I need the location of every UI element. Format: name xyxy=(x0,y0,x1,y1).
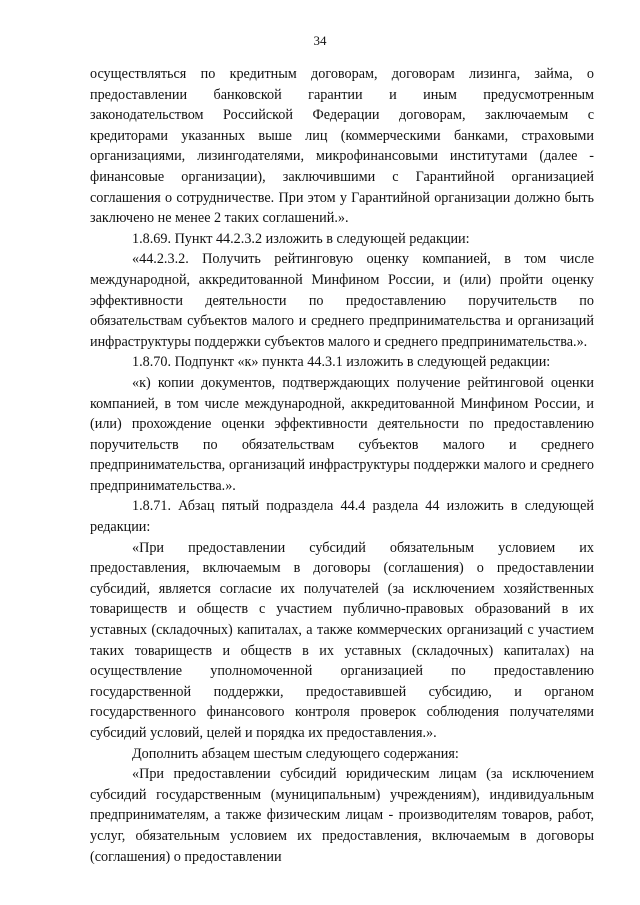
paragraph-1-8-70: 1.8.70. Подпункт «к» пункта 44.3.1 изложить в следующей редакции: xyxy=(132,354,551,371)
paragraph-legal-entities-subsidies: «При предоставлении субсидий юридическим лицам (за исключением субсидий государственным (муниципальным) учреждениям), индивидуальным предпринимателям, а также физическим лицам - производителям товаров, работ, услуг, обязательным условием их предоставления, включаемым в договоры (соглашения) о предоставлении xyxy=(90,766,594,865)
page-number: 34 xyxy=(313,33,327,48)
paragraph-subitem-k: «к) копии документов, подтверждающих получение рейтинговой оценки компанией, в том числе международной, аккредитованной Минфином России, и (или) прохождение оценки эффективности деятельности по предоставлению поручительств по обязательствам субъектов малого и среднего предпринимательства, организаций инфраструктуры поддержки малого и среднего предпринимательства.». xyxy=(90,374,594,494)
paragraph-subsidy-condition: «При предоставлении субсидий обязательным условием их предоставления, включаемым в договоры (соглашения) о предоставлении субсидий, является согласие их получателей (за исключением хозяйственных товариществ и обществ с участием публично-правовых образований в их уставных (складочных) капиталах, а также коммерческих организаций с участием таких товариществ и обществ в их уставных (складочных) капиталах) на осуществление уполномоченной организацией по предоставлению государственной поддержки, предоставившей субсидию, и органом государственного финансового контроля проверок соблюдения получателями субсидий условий, целей и порядка их предоставления.». xyxy=(90,539,594,741)
document-body xyxy=(90,64,594,867)
paragraph-1-8-69: 1.8.69. Пункт 44.2.3.2 изложить в следующей редакции: xyxy=(132,230,470,247)
paragraph-44-2-3-2: «44.2.3.2. Получить рейтинговую оценку компанией, в том числе международной, аккредитованной Минфином России, и (или) пройти оценку эффективности деятельности по предоставлению поручительств по обязательствам субъектов малого и среднего предпринимательства и организаций инфраструктуры поддержки субъектов малого и среднего предпринимательства.». xyxy=(90,251,594,350)
paragraph-1-8-71: 1.8.71. Абзац пятый подраздела 44.4 раздела 44 изложить в следующей редакции: xyxy=(90,498,594,536)
paragraph-loan-agreements: осуществляться по кредитным договорам, договорам лизинга, займа, о предоставлении банковской гарантии и иным предусмотренным законодательством Российской Федерации договорам, заключаемым с кредиторами указанных выше лиц (коммерческими банками, страховыми организациями, лизингодателями, микрофинансовыми институтами (далее - финансовые организации), заключившими с Гарантийной организацией соглашения о сотрудничестве. При этом у Гарантийной организации должно быть заключено не менее 2 таких соглашений.». xyxy=(90,66,594,227)
paragraph-add-sixth-abzac: Дополнить абзацем шестым следующего содержания: xyxy=(132,745,459,762)
